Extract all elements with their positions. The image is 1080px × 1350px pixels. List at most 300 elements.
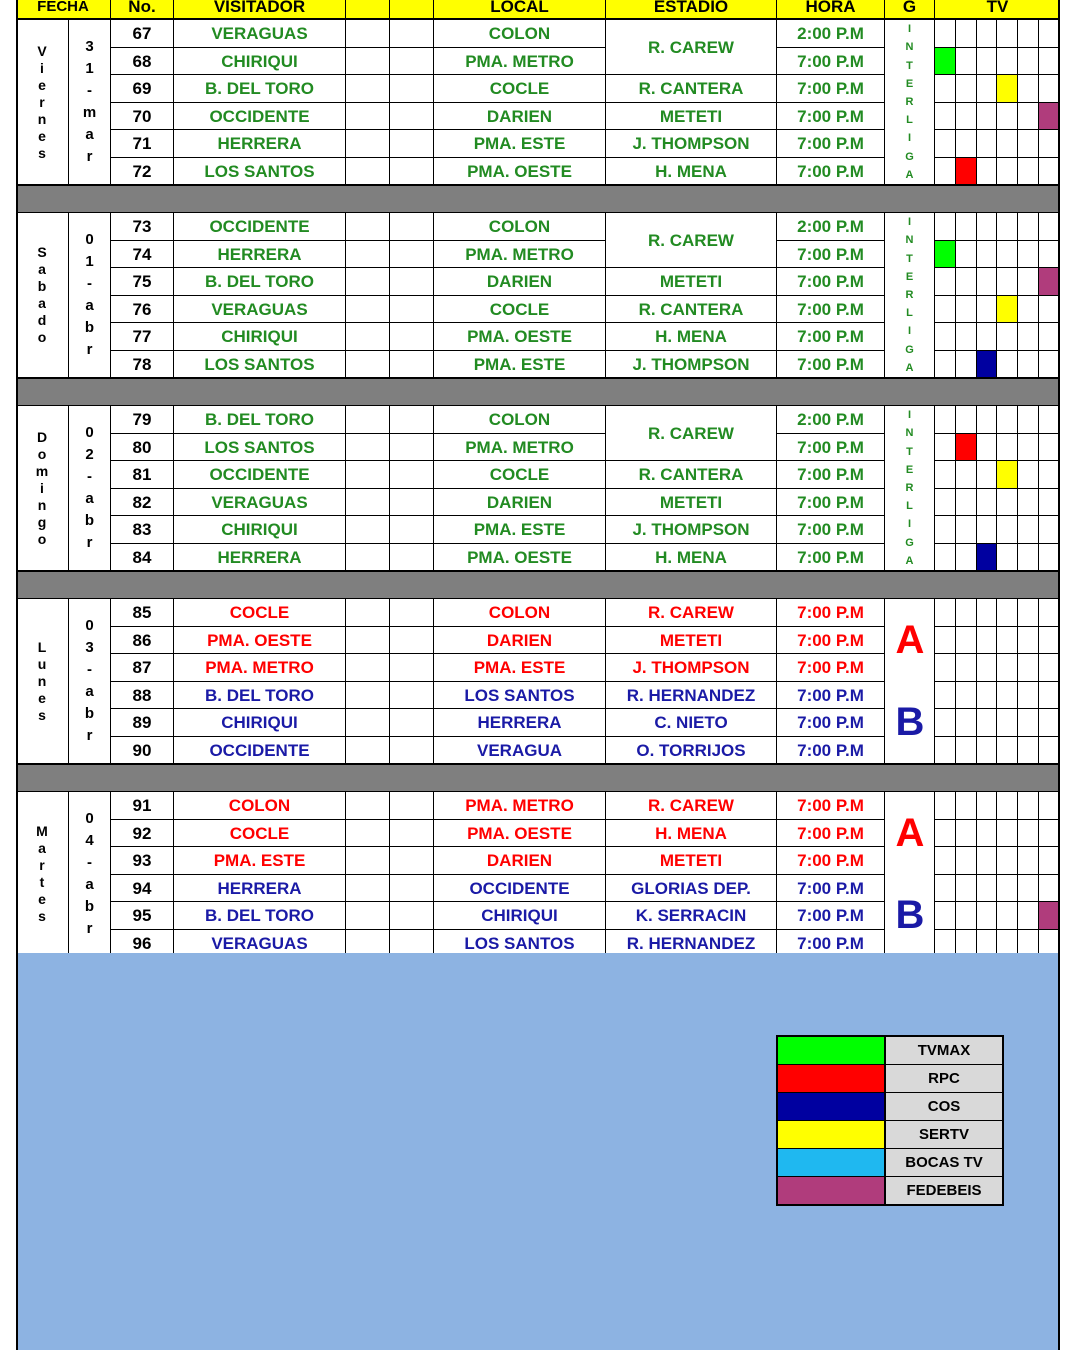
blank-cell bbox=[346, 130, 390, 158]
day-letter: o bbox=[37, 445, 47, 462]
game-number: 83 bbox=[111, 516, 174, 544]
tv-grid-cell bbox=[935, 847, 956, 875]
day-separator bbox=[16, 378, 1060, 406]
interliga-letter: T bbox=[906, 59, 913, 72]
blank-cell bbox=[346, 158, 390, 186]
interliga-letter: A bbox=[905, 168, 914, 181]
header-blank-1 bbox=[346, 0, 390, 18]
blank-cell bbox=[346, 627, 390, 655]
group-a-label: A bbox=[895, 617, 925, 662]
stadium: R. HERNANDEZ bbox=[606, 930, 777, 958]
blank-cell bbox=[390, 544, 434, 572]
legend-swatch bbox=[778, 1093, 886, 1120]
tv-grid-cell bbox=[997, 489, 1018, 517]
tv-grid-cell bbox=[977, 709, 998, 737]
tv-grid-cell bbox=[1039, 847, 1060, 875]
game-time: 7:00 P.M bbox=[777, 241, 885, 269]
date-letter: 0 bbox=[85, 810, 94, 827]
game-number: 87 bbox=[111, 654, 174, 682]
game-number: 67 bbox=[111, 20, 174, 48]
tv-grid-cell bbox=[977, 875, 998, 903]
day-separator bbox=[16, 764, 1060, 792]
blank-cell bbox=[346, 213, 390, 241]
tv-grid-cell bbox=[997, 902, 1018, 930]
tv-grid-cell bbox=[997, 516, 1018, 544]
tv-grid-cell bbox=[997, 682, 1018, 710]
game-number: 73 bbox=[111, 213, 174, 241]
game-time: 7:00 P.M bbox=[777, 130, 885, 158]
game-time: 7:00 P.M bbox=[777, 654, 885, 682]
tv-grid-cell bbox=[1039, 158, 1060, 186]
interliga-letter: G bbox=[905, 343, 914, 356]
stadium: METETI bbox=[606, 847, 777, 875]
tv-grid-cell bbox=[935, 351, 956, 379]
tv-grid-cell bbox=[977, 489, 998, 517]
interliga-letter: L bbox=[906, 500, 913, 513]
tv-grid-cell bbox=[997, 847, 1018, 875]
interliga-letter: A bbox=[905, 554, 914, 567]
tv-grid-cell bbox=[956, 847, 977, 875]
tv-grid-cell bbox=[956, 20, 977, 48]
game-time: 2:00 P.M bbox=[777, 20, 885, 48]
group-a-label: A bbox=[895, 810, 925, 855]
game-time: 7:00 P.M bbox=[777, 296, 885, 324]
local-team: OCCIDENTE bbox=[434, 875, 606, 903]
game-number: 96 bbox=[111, 930, 174, 958]
game-time: 7:00 P.M bbox=[777, 489, 885, 517]
tv-grid-cell bbox=[935, 516, 956, 544]
blank-cell bbox=[346, 268, 390, 296]
day-letter: d bbox=[37, 312, 47, 328]
date-letter: - bbox=[87, 468, 92, 485]
header-fecha: FECHA bbox=[16, 0, 111, 18]
tv-grid-cell bbox=[1039, 268, 1060, 296]
day-letter: o bbox=[37, 530, 47, 547]
blank-cell bbox=[346, 820, 390, 848]
day-letter: b bbox=[37, 278, 47, 294]
day-letter: a bbox=[38, 261, 46, 277]
game-number: 74 bbox=[111, 241, 174, 269]
day-label bbox=[16, 213, 69, 378]
blank-cell bbox=[346, 902, 390, 930]
blank-cell bbox=[390, 296, 434, 324]
tv-grid-cell bbox=[935, 406, 956, 434]
tv-grid-cell bbox=[997, 20, 1018, 48]
game-time: 7:00 P.M bbox=[777, 682, 885, 710]
legend-swatch bbox=[778, 1121, 886, 1148]
legend-label: BOCAS TV bbox=[905, 1154, 983, 1171]
tv-grid-cell bbox=[1039, 296, 1060, 324]
blank-cell bbox=[390, 875, 434, 903]
blank-cell bbox=[346, 48, 390, 76]
day-separator bbox=[16, 571, 1060, 599]
interliga-letter: L bbox=[906, 307, 913, 320]
interliga-letter: G bbox=[905, 536, 914, 549]
date-letter: r bbox=[86, 920, 93, 937]
visitor-team: COLON bbox=[174, 792, 346, 820]
game-time: 2:00 P.M bbox=[777, 213, 885, 241]
tv-grid-cell bbox=[997, 599, 1018, 627]
tv-grid-cell bbox=[997, 627, 1018, 655]
tv-grid-cell bbox=[977, 103, 998, 131]
game-number: 95 bbox=[111, 902, 174, 930]
tv-grid-cell bbox=[997, 406, 1018, 434]
stadium: H. MENA bbox=[606, 323, 777, 351]
stadium: R. CAREW bbox=[606, 213, 777, 268]
date-label bbox=[69, 213, 111, 378]
tv-grid-cell bbox=[956, 268, 977, 296]
tv-grid-cell bbox=[935, 75, 956, 103]
day-letter: a bbox=[38, 295, 46, 311]
tv-grid-cell bbox=[935, 627, 956, 655]
date-label bbox=[69, 20, 111, 185]
local-team: PMA. METRO bbox=[434, 241, 606, 269]
interliga-letter: E bbox=[905, 77, 914, 90]
tv-grid-cell bbox=[1039, 213, 1060, 241]
local-team: PMA. ESTE bbox=[434, 351, 606, 379]
tv-grid-cell bbox=[997, 213, 1018, 241]
game-time: 7:00 P.M bbox=[777, 516, 885, 544]
stadium: R. CANTERA bbox=[606, 75, 777, 103]
tv-grid-cell bbox=[977, 406, 998, 434]
tv-grid-cell bbox=[977, 296, 998, 324]
interliga-letter: I bbox=[907, 216, 912, 229]
game-time: 7:00 P.M bbox=[777, 75, 885, 103]
tv-grid-cell bbox=[956, 875, 977, 903]
tv-grid-cell bbox=[956, 792, 977, 820]
tv-grid-cell bbox=[1018, 213, 1039, 241]
game-number: 93 bbox=[111, 847, 174, 875]
game-time: 2:00 P.M bbox=[777, 406, 885, 434]
legend-swatch bbox=[778, 1177, 886, 1204]
day-letter: i bbox=[40, 59, 44, 76]
game-number: 72 bbox=[111, 158, 174, 186]
legend-swatch bbox=[778, 1037, 886, 1064]
tv-grid-cell bbox=[935, 682, 956, 710]
stadium: H. MENA bbox=[606, 820, 777, 848]
local-team: COCLE bbox=[434, 296, 606, 324]
tv-grid-cell bbox=[935, 213, 956, 241]
tv-grid-cell bbox=[935, 20, 956, 48]
date-letter: a bbox=[85, 297, 94, 314]
tv-grid-cell bbox=[1039, 489, 1060, 517]
local-team: COCLE bbox=[434, 461, 606, 489]
tv-grid-cell bbox=[1039, 737, 1060, 765]
game-number: 71 bbox=[111, 130, 174, 158]
visitor-team: HERRERA bbox=[174, 875, 346, 903]
tv-grid-cell bbox=[997, 654, 1018, 682]
tv-grid-cell bbox=[1039, 130, 1060, 158]
interliga-letter: R bbox=[905, 95, 914, 108]
blank-cell bbox=[346, 489, 390, 517]
stadium: R. CANTERA bbox=[606, 296, 777, 324]
interliga-letter: N bbox=[905, 41, 914, 54]
tv-grid-cell bbox=[935, 544, 956, 572]
date-letter: a bbox=[85, 490, 94, 507]
tv-grid-cell bbox=[956, 351, 977, 379]
interliga-letter: A bbox=[905, 361, 914, 374]
tv-grid-cell bbox=[997, 434, 1018, 462]
tv-grid-cell bbox=[1018, 902, 1039, 930]
tv-grid-cell bbox=[1018, 434, 1039, 462]
legend-label: FEDEBEIS bbox=[906, 1182, 982, 1199]
local-team: PMA. OESTE bbox=[434, 158, 606, 186]
date-letter: 3 bbox=[85, 639, 94, 656]
interliga-label bbox=[885, 20, 935, 185]
day-letter: t bbox=[39, 874, 45, 890]
date-letter: r bbox=[86, 341, 93, 358]
tv-grid-cell bbox=[997, 296, 1018, 324]
local-team: PMA. ESTE bbox=[434, 654, 606, 682]
tv-grid-cell bbox=[1039, 682, 1060, 710]
visitor-team: OCCIDENTE bbox=[174, 213, 346, 241]
interliga-letter: T bbox=[906, 445, 913, 458]
visitor-team: OCCIDENTE bbox=[174, 737, 346, 765]
stadium: METETI bbox=[606, 103, 777, 131]
tv-grid-cell bbox=[1039, 48, 1060, 76]
tv-grid-cell bbox=[977, 902, 998, 930]
day-letter: g bbox=[37, 513, 47, 530]
blank-cell bbox=[346, 351, 390, 379]
date-letter: a bbox=[85, 683, 94, 700]
tv-grid-cell bbox=[997, 103, 1018, 131]
visitor-team: COCLE bbox=[174, 599, 346, 627]
day-label bbox=[16, 792, 69, 957]
visitor-team: OCCIDENTE bbox=[174, 103, 346, 131]
tv-grid-cell bbox=[956, 820, 977, 848]
tv-grid-cell bbox=[956, 599, 977, 627]
tv-grid-cell bbox=[977, 268, 998, 296]
tv-grid-cell bbox=[935, 489, 956, 517]
blank-cell bbox=[346, 516, 390, 544]
blank-cell bbox=[390, 461, 434, 489]
tv-grid-cell bbox=[977, 627, 998, 655]
tv-legend bbox=[776, 1035, 1004, 1206]
local-team: VERAGUA bbox=[434, 737, 606, 765]
tv-grid-cell bbox=[1018, 323, 1039, 351]
game-time: 7:00 P.M bbox=[777, 323, 885, 351]
table-header bbox=[16, 0, 1060, 20]
blank-cell bbox=[346, 406, 390, 434]
tv-grid-cell bbox=[935, 737, 956, 765]
tv-grid-cell bbox=[997, 158, 1018, 186]
game-time: 7:00 P.M bbox=[777, 847, 885, 875]
local-team: DARIEN bbox=[434, 268, 606, 296]
game-time: 7:00 P.M bbox=[777, 737, 885, 765]
stadium: O. TORRIJOS bbox=[606, 737, 777, 765]
legend-swatch bbox=[778, 1065, 886, 1092]
stadium: J. THOMPSON bbox=[606, 654, 777, 682]
visitor-team: B. DEL TORO bbox=[174, 268, 346, 296]
header-tv: TV bbox=[986, 0, 1009, 16]
tv-grid-cell bbox=[1039, 241, 1060, 269]
tv-grid-cell bbox=[1018, 20, 1039, 48]
day-letter: D bbox=[36, 428, 48, 445]
interliga-letter: E bbox=[905, 270, 914, 283]
day-letter: e bbox=[38, 689, 46, 706]
tv-grid-cell bbox=[1018, 158, 1039, 186]
tv-grid-cell bbox=[1018, 599, 1039, 627]
game-number: 85 bbox=[111, 599, 174, 627]
interliga-letter: I bbox=[907, 132, 912, 145]
tv-grid-cell bbox=[956, 48, 977, 76]
interliga-letter: E bbox=[905, 463, 914, 476]
tv-grid-cell bbox=[1018, 241, 1039, 269]
stadium: METETI bbox=[606, 268, 777, 296]
blank-cell bbox=[346, 434, 390, 462]
header-hora: HORA bbox=[777, 0, 885, 18]
tv-grid-cell bbox=[956, 323, 977, 351]
tv-grid-cell bbox=[997, 75, 1018, 103]
stadium: J. THOMPSON bbox=[606, 351, 777, 379]
local-team: DARIEN bbox=[434, 847, 606, 875]
tv-grid-cell bbox=[956, 213, 977, 241]
blank-cell bbox=[346, 323, 390, 351]
date-label bbox=[69, 599, 111, 764]
local-team: DARIEN bbox=[434, 103, 606, 131]
game-number: 90 bbox=[111, 737, 174, 765]
tv-grid-cell bbox=[977, 434, 998, 462]
date-letter: b bbox=[84, 512, 95, 529]
game-time: 7:00 P.M bbox=[777, 627, 885, 655]
tv-grid-cell bbox=[977, 847, 998, 875]
tv-grid-cell bbox=[977, 737, 998, 765]
tv-grid-cell bbox=[956, 406, 977, 434]
blank-cell bbox=[390, 323, 434, 351]
game-time: 7:00 P.M bbox=[777, 902, 885, 930]
game-number: 70 bbox=[111, 103, 174, 131]
local-team: COLON bbox=[434, 213, 606, 241]
local-team: COCLE bbox=[434, 75, 606, 103]
local-team: COLON bbox=[434, 406, 606, 434]
tv-grid-cell bbox=[997, 544, 1018, 572]
day-letter: m bbox=[35, 462, 49, 479]
tv-grid-cell bbox=[956, 489, 977, 517]
date-letter: 2 bbox=[85, 446, 94, 463]
stadium: J. THOMPSON bbox=[606, 516, 777, 544]
date-letter: b bbox=[84, 319, 95, 336]
day-label bbox=[16, 406, 69, 571]
tv-grid-cell bbox=[935, 296, 956, 324]
stadium: R. CAREW bbox=[606, 406, 777, 461]
date-letter: - bbox=[87, 82, 92, 99]
day-letter: e bbox=[38, 76, 46, 93]
tv-grid-cell bbox=[997, 351, 1018, 379]
game-time: 7:00 P.M bbox=[777, 544, 885, 572]
legend-label: RPC bbox=[928, 1070, 960, 1087]
blank-cell bbox=[390, 599, 434, 627]
game-time: 7:00 P.M bbox=[777, 709, 885, 737]
stadium: R. CAREW bbox=[606, 599, 777, 627]
game-time: 7:00 P.M bbox=[777, 351, 885, 379]
day-letter: M bbox=[36, 823, 48, 839]
tv-grid-cell bbox=[956, 902, 977, 930]
stadium: C. NIETO bbox=[606, 709, 777, 737]
game-time: 7:00 P.M bbox=[777, 792, 885, 820]
tv-grid-cell bbox=[1018, 48, 1039, 76]
blank-cell bbox=[346, 75, 390, 103]
tv-grid-cell bbox=[997, 792, 1018, 820]
tv-grid-cell bbox=[997, 461, 1018, 489]
tv-grid-cell bbox=[1039, 406, 1060, 434]
date-letter: - bbox=[87, 661, 92, 678]
blank-cell bbox=[390, 20, 434, 48]
legend-swatch bbox=[778, 1149, 886, 1176]
tv-grid-cell bbox=[977, 544, 998, 572]
game-number: 89 bbox=[111, 709, 174, 737]
day-letter: e bbox=[38, 891, 46, 907]
day-letter: V bbox=[37, 42, 47, 59]
date-letter: a bbox=[85, 876, 94, 893]
tv-grid-cell bbox=[956, 544, 977, 572]
tv-grid-cell bbox=[935, 875, 956, 903]
visitor-team: COCLE bbox=[174, 820, 346, 848]
visitor-team: LOS SANTOS bbox=[174, 351, 346, 379]
blank-cell bbox=[346, 792, 390, 820]
header-local: LOCAL bbox=[434, 0, 606, 18]
blank-cell bbox=[390, 48, 434, 76]
blank-cell bbox=[390, 406, 434, 434]
day-letter: s bbox=[38, 908, 46, 924]
day-letter: n bbox=[37, 672, 47, 689]
tv-grid-cell bbox=[1018, 130, 1039, 158]
tv-grid-cell bbox=[1039, 75, 1060, 103]
tv-grid-cell bbox=[1018, 489, 1039, 517]
date-letter: r bbox=[86, 534, 93, 551]
tv-grid-cell bbox=[1039, 599, 1060, 627]
tv-grid-cell bbox=[977, 213, 998, 241]
tv-grid-cell bbox=[1018, 268, 1039, 296]
interliga-letter: I bbox=[907, 325, 912, 338]
day-letter: L bbox=[37, 638, 47, 655]
tv-grid-cell bbox=[956, 627, 977, 655]
date-letter: r bbox=[86, 148, 93, 165]
tv-grid-cell bbox=[1039, 902, 1060, 930]
visitor-team: OCCIDENTE bbox=[174, 461, 346, 489]
game-number: 75 bbox=[111, 268, 174, 296]
blank-cell bbox=[390, 792, 434, 820]
visitor-team: CHIRIQUI bbox=[174, 323, 346, 351]
day-label bbox=[16, 20, 69, 185]
tv-grid-cell bbox=[977, 241, 998, 269]
day-letter: r bbox=[39, 857, 45, 873]
tv-grid-cell bbox=[1018, 709, 1039, 737]
local-team: DARIEN bbox=[434, 627, 606, 655]
game-number: 68 bbox=[111, 48, 174, 76]
interliga-letter: G bbox=[905, 150, 914, 163]
tv-grid-cell bbox=[977, 654, 998, 682]
tv-grid-cell bbox=[935, 461, 956, 489]
blank-cell bbox=[390, 847, 434, 875]
game-number: 69 bbox=[111, 75, 174, 103]
game-number: 79 bbox=[111, 406, 174, 434]
date-letter: 0 bbox=[85, 231, 94, 248]
tv-grid-cell bbox=[1018, 351, 1039, 379]
tv-grid-cell bbox=[997, 323, 1018, 351]
tv-grid-cell bbox=[977, 461, 998, 489]
local-team: HERRERA bbox=[434, 709, 606, 737]
tv-grid-cell bbox=[1018, 406, 1039, 434]
date-letter: b bbox=[84, 898, 95, 915]
blank-cell bbox=[346, 847, 390, 875]
tv-grid-cell bbox=[1018, 737, 1039, 765]
date-letter: m bbox=[82, 104, 97, 121]
blank-cell bbox=[390, 213, 434, 241]
game-number: 92 bbox=[111, 820, 174, 848]
tv-grid-cell bbox=[977, 75, 998, 103]
local-team: LOS SANTOS bbox=[434, 682, 606, 710]
game-number: 94 bbox=[111, 875, 174, 903]
